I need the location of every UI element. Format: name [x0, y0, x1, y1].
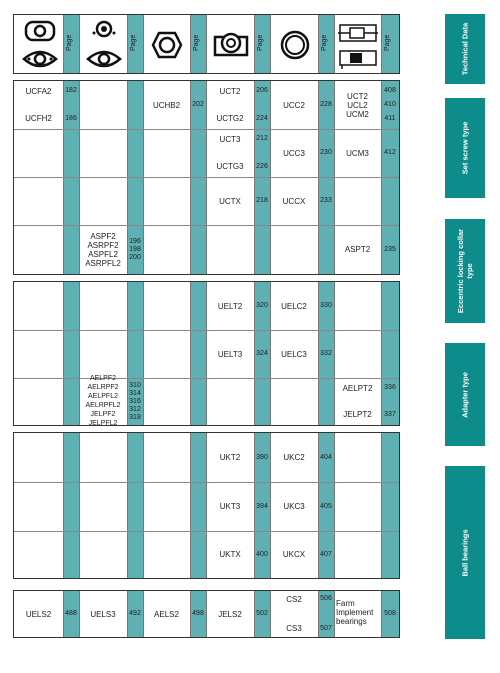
page-number: 506 [320, 595, 332, 602]
page-number: 330 [320, 302, 332, 309]
page-number: 200 [129, 253, 141, 261]
bearing-model: UELT2 [217, 301, 243, 311]
take-up-unit-icon [336, 19, 380, 71]
page-column-header: Page [193, 34, 200, 51]
page-number: 332 [320, 350, 332, 357]
tab-set-screw-type-label: Set screw type [460, 121, 470, 175]
page-number: 488 [65, 610, 77, 617]
bearing-model: UCTG3 [216, 162, 244, 171]
page-number: 492 [129, 610, 141, 617]
page-number: 310 [129, 381, 141, 389]
page-number: 407 [320, 550, 332, 558]
page-number: 182 [65, 87, 77, 94]
page-number: 312 [129, 405, 141, 413]
bearing-model: CS2 [286, 595, 302, 604]
bearing-model: ASRPF2 [87, 240, 119, 250]
page-number: 233 [320, 197, 332, 204]
tab-ball-bearings-label: Ball bearings [460, 528, 470, 577]
tab-adapter-type-label: Adapter type [460, 371, 470, 418]
bearing-model: UCT2 [219, 87, 241, 96]
bearing-model: UCHB2 [152, 100, 181, 110]
page-number: 507 [320, 625, 332, 632]
tab-eccentric-locking-collar-type[interactable] [445, 219, 485, 323]
bearing-model: JELPF2 [90, 410, 116, 418]
page-number: 404 [320, 453, 332, 461]
page-number: 408 [384, 87, 396, 94]
bearing-model: ASPT2 [344, 245, 371, 254]
bearing-model: UCM2 [346, 109, 369, 119]
bearing-model: UCC3 [283, 148, 305, 158]
bearing-model: UCTG2 [216, 114, 244, 123]
page-number: 498 [192, 610, 204, 617]
bearing-model: AELRPF2 [87, 383, 119, 391]
page-column-header: Page [257, 34, 264, 51]
page-number: 337 [384, 411, 396, 418]
page-number: 400 [256, 550, 268, 558]
bearing-model: UKC2 [283, 453, 305, 462]
bearing-model: AELRPFL2 [85, 401, 121, 409]
page-number: 324 [256, 350, 268, 357]
bearing-model: AELPFL2 [88, 392, 118, 400]
page-number: 318 [129, 413, 141, 421]
bearing-model: UCTX [219, 196, 241, 206]
tab-technical-data[interactable] [445, 14, 485, 84]
bearing-model: AELPT2 [342, 384, 373, 393]
page-number: 198 [129, 245, 141, 253]
page-number: 226 [256, 163, 268, 170]
page-number: 212 [256, 135, 268, 142]
page-number: 410 [384, 101, 396, 108]
bearing-model: UCC2 [283, 100, 305, 110]
bearing-model: UKTX [219, 550, 241, 559]
bearing-model: Farm Implement bearings [336, 599, 374, 626]
tab-adapter-type[interactable] [445, 343, 485, 446]
bearing-model: UELC3 [281, 349, 307, 359]
bearing-model: JELPFL2 [88, 419, 118, 427]
page-column-header: Page [66, 34, 73, 51]
page-number: 336 [384, 384, 396, 391]
bearing-model: UCM3 [346, 148, 369, 158]
page-number: 202 [192, 101, 204, 108]
bearing-model: UKT2 [219, 453, 241, 462]
page-column-header: Page [321, 34, 328, 51]
eccentric-collar-table [13, 281, 400, 426]
bearing-model: CS3 [286, 624, 302, 633]
tab-technical-data-label: Technical Data [460, 22, 470, 76]
bearing-model: ASPFL2 [88, 249, 118, 259]
bearing-model: UCT3 [219, 135, 241, 144]
page-number: 411 [384, 115, 396, 122]
page-number: 412 [384, 149, 396, 156]
bearing-model: UCFH2 [25, 114, 52, 123]
bearing-model: UCL2 [347, 100, 368, 110]
page-number: 316 [129, 397, 141, 405]
bearing-model: UELS3 [90, 609, 116, 619]
page-number: 228 [320, 101, 332, 108]
bearing-model: UCFA2 [25, 87, 52, 96]
header-row [13, 14, 400, 74]
bearing-model: ASRPFL2 [85, 258, 121, 268]
bearing-model: JELS2 [218, 609, 242, 619]
page-number: 218 [256, 197, 268, 204]
page-number: 196 [129, 237, 141, 245]
bearing-model: AELPF2 [89, 374, 117, 382]
page-column-header: Page [130, 34, 137, 51]
set-screw-table [13, 80, 400, 275]
hanger-bearing-icon [149, 29, 185, 61]
pillow-block-icon [212, 27, 250, 61]
cartridge-ring-icon [277, 27, 313, 63]
page-number: 224 [256, 115, 268, 122]
page-number: 405 [320, 502, 332, 510]
tab-eccentric-locking-collar-type-label: Eccentric locking collar type [456, 228, 474, 314]
bearing-model: UKT3 [219, 502, 241, 511]
bearing-model: UELT3 [217, 349, 243, 359]
bearing-model: UCCX [282, 196, 306, 206]
page-number: 394 [256, 502, 268, 510]
adapter-table [13, 432, 400, 579]
bearing-model: ASPF2 [90, 231, 116, 241]
bearing-model: AELS2 [154, 609, 179, 619]
page-number: 502 [256, 610, 268, 617]
bearing-model: UKC3 [283, 502, 305, 511]
page-number: 314 [129, 389, 141, 397]
tab-set-screw-type[interactable] [445, 98, 485, 198]
two-bolt-flange-icon [84, 19, 124, 71]
bearing-model: JELPT2 [343, 410, 372, 419]
ball-bearing-table [13, 590, 400, 638]
page-number: 390 [256, 453, 268, 461]
page-number: 230 [320, 149, 332, 156]
bearing-model: UCT2 [347, 91, 368, 101]
bearing-model: UELS2 [25, 609, 52, 619]
bearing-model: UKCX [282, 550, 306, 559]
page-number: 235 [384, 245, 396, 253]
page-number: 206 [256, 87, 268, 94]
bearing-model: UELC2 [281, 301, 307, 311]
page-number: 508 [384, 610, 396, 617]
page-column-header: Page [384, 34, 391, 51]
page-number: 320 [256, 302, 268, 309]
page-number: 186 [65, 115, 77, 122]
flange-bearing-icon [20, 19, 60, 71]
tab-ball-bearings[interactable] [445, 466, 485, 639]
